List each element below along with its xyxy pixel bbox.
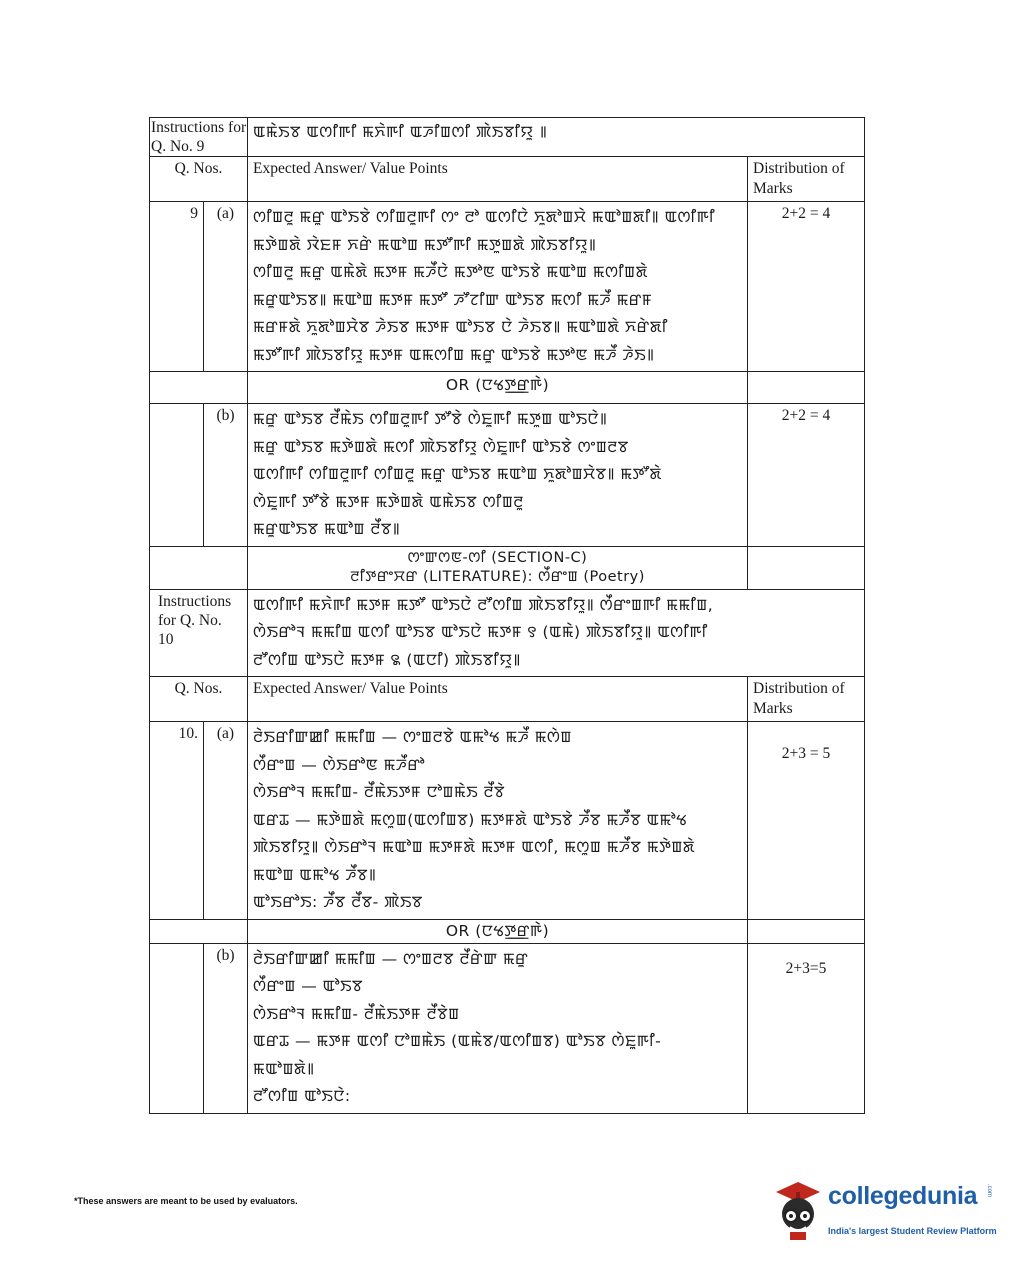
answer-line: ꯃꯇꯥꯡꯗꯥ ꯋꯥꯐꯝ ꯈꯔꯥ ꯃꯑꯣꯡ ꯃꯇꯧꯒꯤ ꯃꯇꯨꯡꯗꯥ ꯄꯥꯏꯕꯤꯌꯨ꯫	[253, 235, 597, 254]
instructions-row-q9	[150, 118, 865, 157]
or-label: OR (ꯅꯠꯇ꯭ꯔꯒꯥ)	[248, 919, 748, 943]
section-heading	[248, 546, 748, 589]
header-row	[150, 677, 865, 722]
answer-line: ꯑꯣꯏꯔꯣꯏ: ꯍꯩꯕ ꯂꯩꯕ- ꯄꯥꯏꯕ	[253, 893, 423, 911]
answer-line: ꯃꯔꯨ ꯑꯣꯏꯕ ꯂꯩꯃꯥꯏ ꯁꯤꯡꯂꯨꯒꯤ ꯇꯧꯕꯥ ꯁꯥꯐꯨꯒꯤ ꯃꯇꯨꯡ ꯑꯣꯏꯅꯥ꯫	[253, 410, 608, 428]
header-distribution: Distribution of Marks	[748, 677, 865, 722]
answer-line: ꯂꯧꯁꯤꯡ ꯑꯣꯏꯅꯥ:	[253, 1087, 351, 1105]
marks-value: 2+2 = 4	[748, 404, 865, 547]
question-part: (a)	[204, 202, 248, 372]
evaluator-footnote: *These answers are meant to be used by evaluators.	[74, 1196, 298, 1206]
answer-line: ꯃꯔꯝꯗꯥ ꯈꯨꯗꯣꯡꯆꯥꯕ ꯍꯥꯏꯕ ꯃꯇꯝ ꯑꯣꯏꯕ ꯅꯥ ꯍꯥꯏꯕ꯫ ꯃꯑꯣꯡꯗꯥ ꯈꯔꯥꯗꯤ	[253, 318, 668, 336]
instructions-label: Instructions for Q. No. 9	[151, 119, 247, 155]
answer-line: ꯃꯑꯣꯡ ꯑꯃꯣꯠ ꯍꯩꯕ꯫	[253, 865, 377, 884]
question-number: 9	[150, 202, 204, 372]
answer-row-10a	[150, 722, 865, 920]
answer-line: ꯁꯥꯐꯨꯒꯤ ꯇꯧꯕꯥ ꯃꯇꯝ ꯃꯇꯥꯡꯗꯥ ꯑꯃꯥꯏꯕ ꯁꯤꯡꯂꯨ	[253, 492, 524, 511]
answer-text	[248, 943, 748, 1113]
or-row	[150, 919, 865, 943]
answer-line: ꯃꯔꯨꯑꯣꯏꯕ ꯃꯑꯣꯡ ꯂꯩꯕ꯫	[253, 520, 401, 538]
answer-row-9b	[150, 404, 865, 547]
header-qnos: Q. Nos.	[150, 157, 248, 202]
mascot-icon	[768, 1176, 826, 1246]
question-part: (b)	[204, 404, 248, 547]
answer-row-9a	[150, 202, 865, 372]
header-expected-answer: Expected Answer/ Value Points	[248, 677, 748, 722]
answer-line: ꯃꯑꯣꯡꯗꯥ꯫	[253, 1059, 315, 1078]
instructions-text: ꯑꯃꯥꯏꯕ ꯑꯁꯤꯒꯤ ꯃꯈꯥꯒꯤ ꯑꯍꯤꯡꯁꯤ ꯄꯥꯏꯕꯤꯌꯨ ꯫	[248, 118, 865, 157]
section-subtitle: ꯂꯤꯇꯔꯦꯆꯔ (LITERATURE): ꯁꯩꯔꯦꯡ (Poetry)	[350, 568, 645, 585]
or-label: OR (ꯅꯠꯇ꯭ꯔꯒꯥ)	[248, 372, 748, 404]
instructions-text: ꯑꯁꯤꯒꯤ ꯃꯈꯥꯒꯤ ꯃꯇꯝ ꯃꯇꯧ ꯑꯣꯏꯅꯥ ꯂꯧꯁꯤꯡ ꯄꯥꯏꯕꯤꯌꯨ꯫ ꯁꯩꯔꯦꯡꯒꯤ ꯃꯃꯤꯡ, ꯁꯥꯏꯔꯣꯜ ꯃꯃꯤꯡ ꯑꯁꯤ ꯑꯣꯏꯕ ꯑꯣꯏꯅꯥ ꯃꯇꯝ ꯱ (ꯑꯃꯥ) ꯄꯥꯏꯕꯤꯌꯨ꯫ ꯑꯁꯤꯒꯤ ꯂꯧꯁꯤꯡ ꯑꯣꯏꯅꯥ ꯃꯇꯝ ꯲ (ꯑꯅꯤ) ꯄꯥꯏꯕꯤꯌꯨ꯫	[248, 589, 865, 677]
answer-line: ꯂꯥꯏꯔꯤꯛꯀꯤ ꯃꯃꯤꯡ — ꯁꯦꯡꯂꯕꯥ ꯑꯃꯣꯠ ꯃꯍꯩ ꯃꯁꯥꯡ	[253, 728, 572, 746]
answer-line: ꯄꯥꯏꯕꯤꯌꯨ꯫ ꯁꯥꯏꯔꯣꯜ ꯃꯑꯣꯡ ꯃꯇꯝꯗꯥ ꯃꯇꯝ ꯑꯁꯤ, ꯃꯁꯨꯡ ꯃꯍꯩꯕ ꯃꯇꯥꯡꯗꯥ	[253, 838, 696, 856]
section-title: ꯁꯦꯛꯁꯟ-ꯁꯤ (SECTION-C)	[407, 549, 588, 566]
answer-line: ꯁꯥꯏꯔꯣꯜ ꯃꯃꯤꯡ- ꯂꯩꯃꯥꯏꯇꯝ ꯅꯣꯡꯃꯥꯏ ꯂꯩꯕꯥ	[253, 783, 506, 801]
answer-line: ꯃꯇꯧꯒꯤ ꯄꯥꯏꯕꯤꯌꯨ ꯃꯇꯝ ꯑꯃꯁꯤꯡ ꯃꯔꯨ ꯑꯣꯏꯕꯥ ꯃꯇꯣꯟ ꯃꯍꯩ ꯍꯥꯏ꯫	[253, 345, 655, 364]
answer-text	[248, 722, 748, 920]
instructions-row-q10	[150, 589, 865, 677]
answer-line: ꯁꯤꯡꯂꯨ ꯃꯔꯨ ꯑꯃꯥꯗꯥ ꯃꯇꯝ ꯃꯍꯩꯅꯥ ꯃꯇꯣꯟ ꯑꯣꯏꯕꯥ ꯃꯑꯣꯡ ꯃꯁꯤꯡꯗꯥ	[253, 263, 648, 281]
marking-scheme-table	[149, 117, 865, 1114]
answer-text	[248, 202, 748, 372]
marks-value: 2+3=5	[748, 943, 865, 1113]
answer-text	[248, 404, 748, 547]
section-c-row	[150, 546, 865, 589]
answer-line: ꯁꯤꯡꯂꯨ ꯃꯔꯨ ꯑꯣꯏꯕꯥ ꯁꯤꯡꯂꯨꯒꯤ ꯁꯦ ꯂꯣ ꯑꯁꯤꯅꯥ ꯈꯨꯗꯣꯡꯆꯥ ꯃꯑꯣꯡꯗꯤ꯫ ꯑꯁꯤꯒꯤ	[253, 208, 716, 226]
marks-value: 2+2 = 4	[748, 202, 865, 372]
header-row	[150, 157, 865, 202]
logo-domain: .com	[986, 1184, 992, 1198]
answer-line: ꯃꯔꯨ ꯑꯣꯏꯕ ꯃꯇꯥꯡꯗꯥ ꯃꯁꯤ ꯄꯥꯏꯕꯤꯌꯨ ꯁꯥꯐꯨꯒꯤ ꯑꯣꯏꯕꯥ ꯁꯦꯡꯂꯕ	[253, 437, 629, 456]
answer-line: ꯑꯔꯊ — ꯃꯇꯝ ꯑꯁꯤ ꯅꯣꯡꯃꯥꯏ (ꯑꯃꯥꯕ/ꯑꯁꯤꯡꯕ) ꯑꯣꯏꯕ ꯁꯥꯐꯨꯒꯤ-	[253, 1032, 662, 1050]
answer-line: ꯑꯔꯊ — ꯃꯇꯥꯡꯗꯥ ꯃꯁꯨꯡ(ꯑꯁꯤꯡꯕ) ꯃꯇꯝꯗꯥ ꯑꯣꯏꯕꯥ ꯍꯩꯕ ꯃꯍꯩꯕ ꯑꯃꯣꯠ	[253, 810, 688, 829]
answer-line: ꯑꯁꯤꯒꯤ ꯁꯤꯡꯂꯨꯒꯤ ꯁꯤꯡꯂꯨ ꯃꯔꯨ ꯑꯣꯏꯕ ꯃꯑꯣꯡ ꯈꯨꯗꯣꯡꯆꯥꯕ꯫ ꯃꯇꯧꯗꯥ	[253, 465, 662, 483]
question-part: (b)	[204, 943, 248, 1113]
question-number: 10.	[150, 722, 204, 920]
collegedunia-logo[interactable]	[768, 1176, 998, 1246]
instructions-label: Instructions for Q. No. 10	[150, 589, 248, 677]
answer-line: ꯁꯩꯔꯦꯡ — ꯁꯥꯏꯔꯣꯟ ꯃꯍꯩꯔꯣ	[253, 755, 426, 774]
or-row	[150, 372, 865, 404]
header-expected-answer: Expected Answer/ Value Points	[248, 157, 748, 202]
answer-line: ꯁꯥꯏꯔꯣꯜ ꯃꯃꯤꯡ- ꯂꯩꯃꯥꯏꯇꯝ ꯂꯩꯕꯥꯡ	[253, 1004, 460, 1023]
answer-key-sheet	[149, 117, 864, 1114]
logo-wordmark: collegedunia	[828, 1182, 978, 1210]
marks-value: 2+3 = 5	[748, 722, 865, 920]
logo-tagline: India's largest Student Review Platform	[828, 1226, 997, 1236]
answer-line: ꯃꯔꯨꯑꯣꯏꯕ꯫ ꯃꯑꯣꯡ ꯃꯇꯝ ꯃꯇꯧ ꯍꯧꯖꯤꯛ ꯑꯣꯏꯕ ꯃꯁꯤ ꯃꯍꯩ ꯃꯔꯝ	[253, 290, 653, 309]
header-distribution: Distribution of Marks	[748, 157, 865, 202]
header-qnos: Q. Nos.	[150, 677, 248, 722]
answer-row-10b	[150, 943, 865, 1113]
answer-line: ꯂꯥꯏꯔꯤꯛꯀꯤ ꯃꯃꯤꯡ — ꯁꯦꯡꯂꯕ ꯂꯩꯔꯥꯛ ꯃꯔꯨ	[253, 949, 529, 968]
answer-line: ꯁꯩꯔꯦꯡ — ꯑꯣꯏꯕ	[253, 977, 363, 995]
question-part: (a)	[204, 722, 248, 920]
